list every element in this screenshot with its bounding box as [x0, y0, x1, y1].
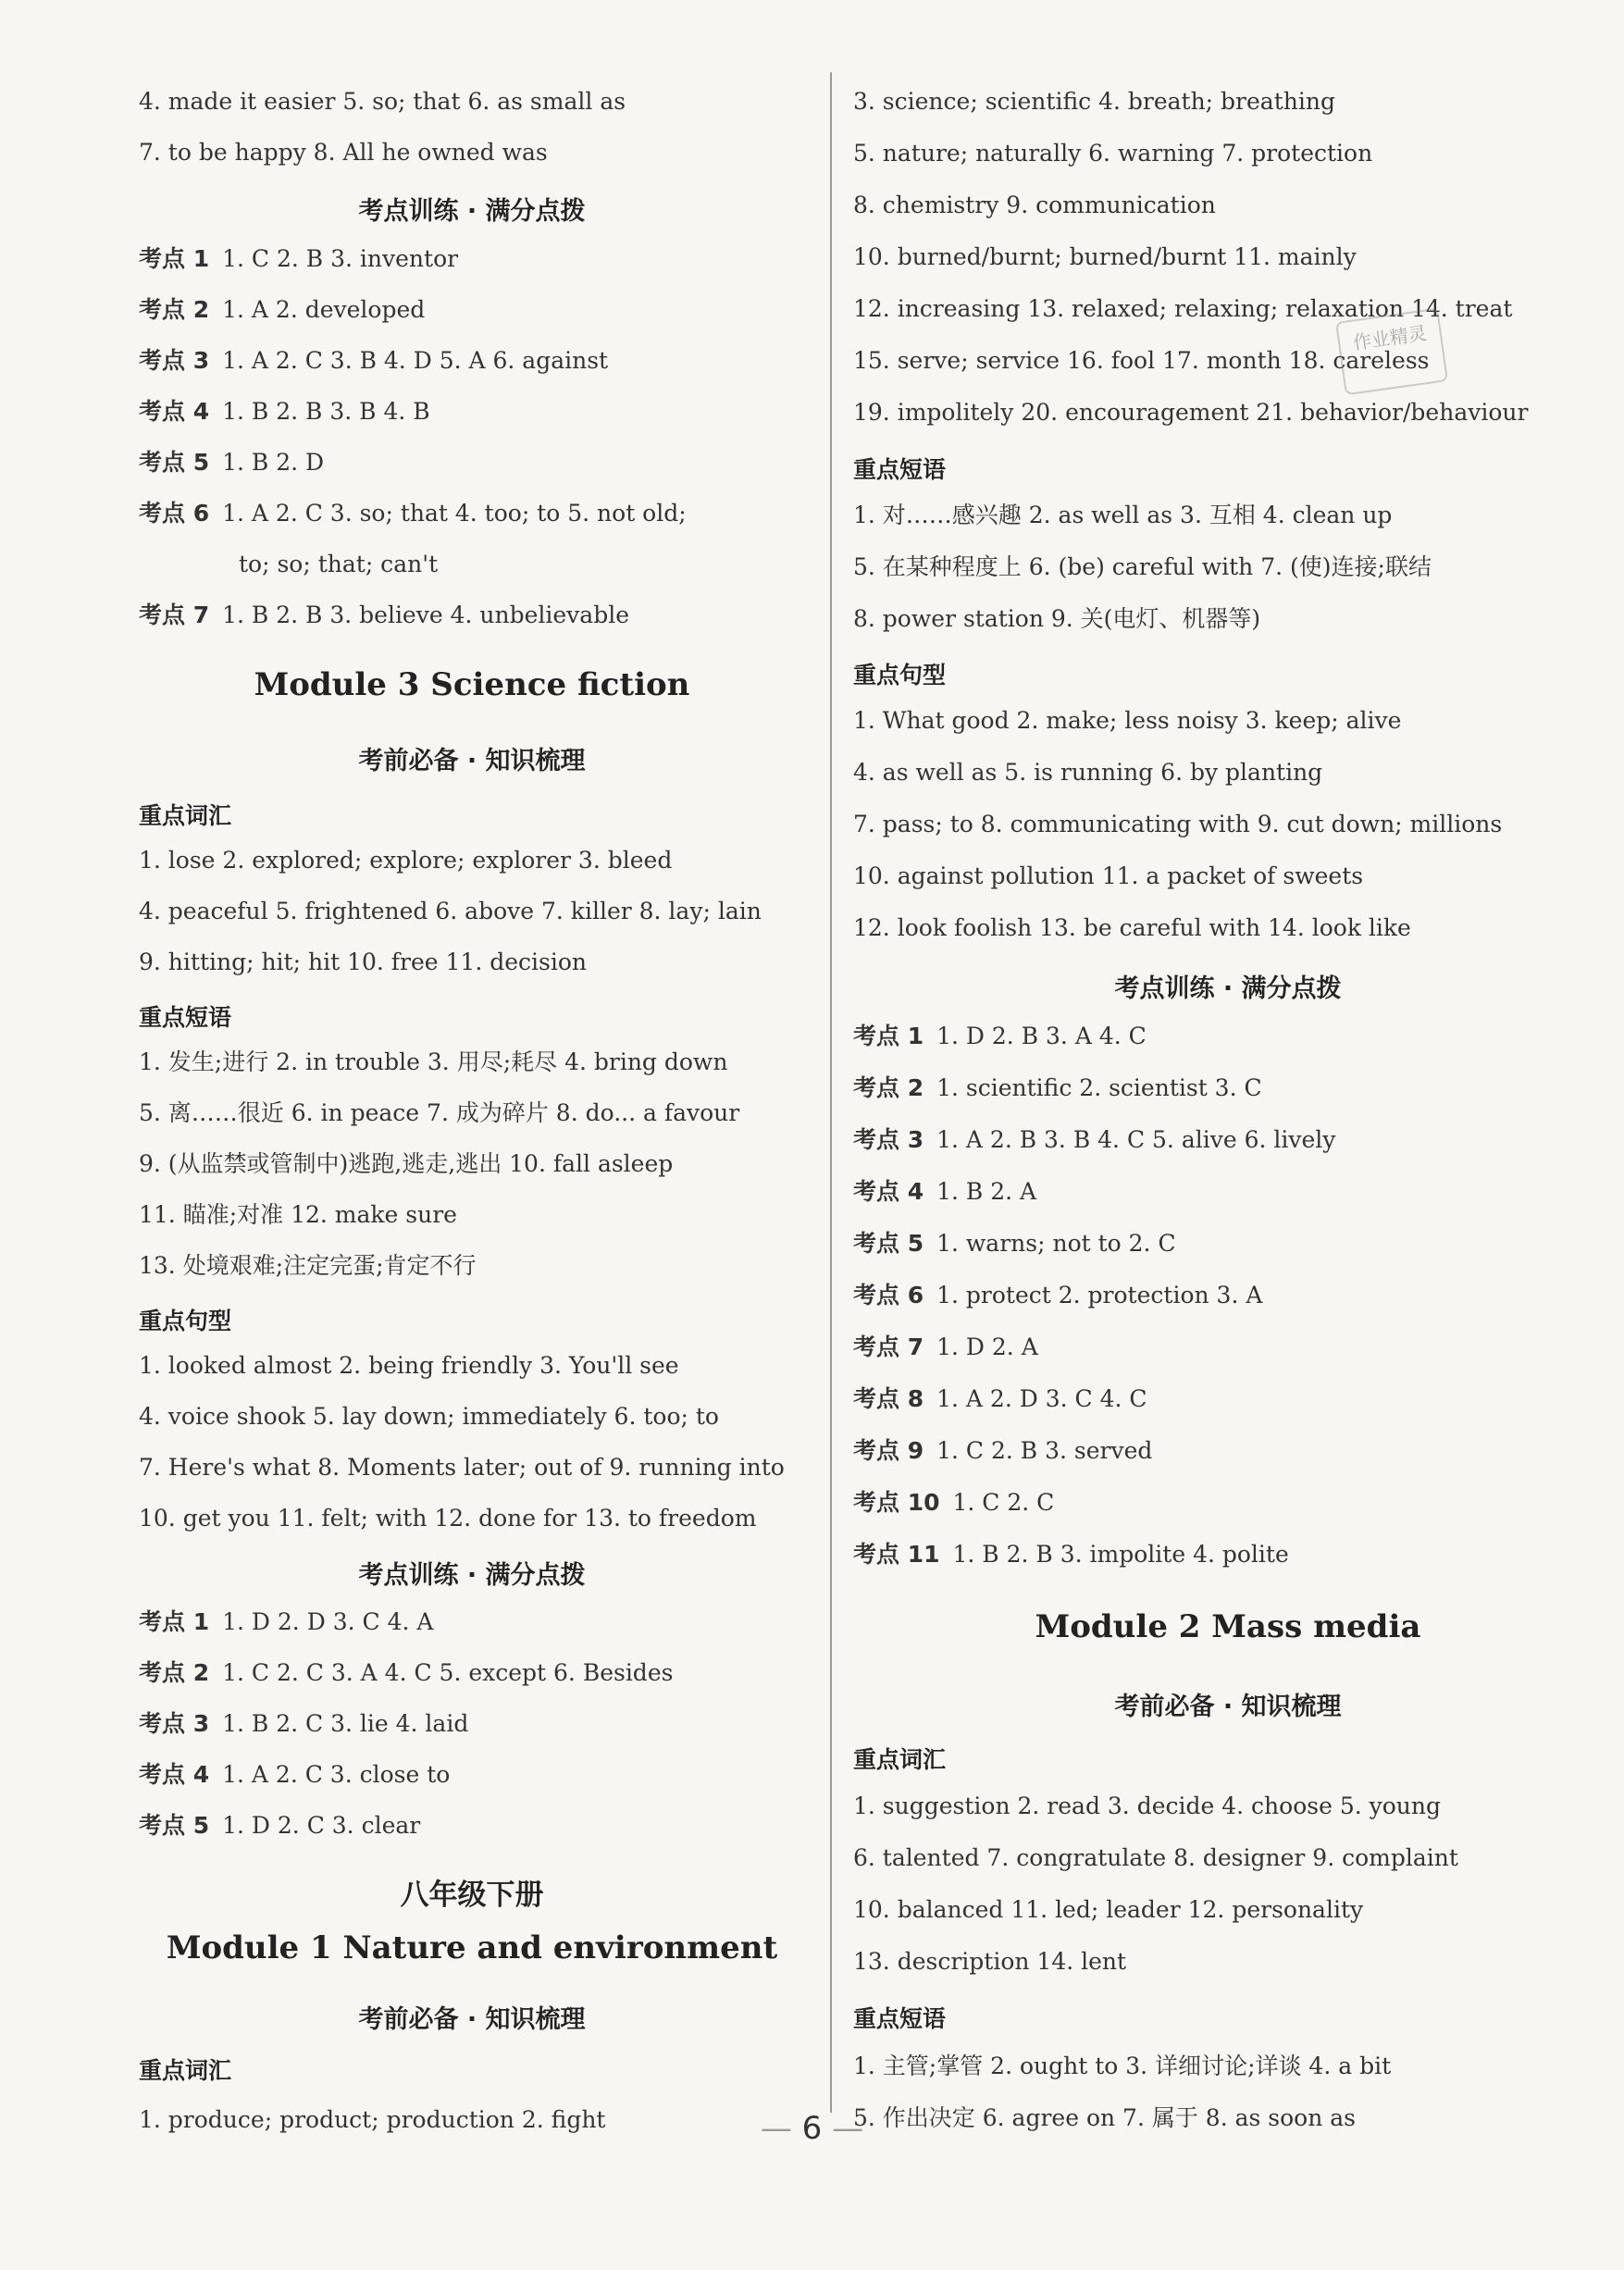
kaodian-label: 考点 3: [853, 1126, 924, 1153]
kaodian-label: 考点 4: [853, 1178, 924, 1205]
section-title: 考点训练 · 满分点拨: [358, 197, 586, 226]
kaodian-row: [139, 245, 458, 273]
answer-line: 4. as well as 5. is running 6. by planting: [853, 759, 1323, 786]
kaodian-answers: 1. A 2. developed: [222, 296, 426, 323]
kaodian-label: 考点 3: [139, 1710, 210, 1737]
grade-title: 八年级下册: [400, 1879, 544, 1912]
answer-line: 1. 对……感兴趣 2. as well as 3. 互相 4. clean up: [853, 502, 1393, 528]
kaodian-row: [853, 1333, 1038, 1361]
answer-line: 4. voice shook 5. lay down; immediately 6. too; to: [139, 1403, 719, 1430]
kaodian-label: 考点 11: [853, 1541, 940, 1568]
answer-line: 10. burned/burnt; burned/burnt 11. mainly: [853, 243, 1357, 270]
kaodian-row: [853, 1178, 1036, 1206]
kaodian-label: 考点 3: [139, 347, 210, 374]
kaodian-row: [853, 1489, 1054, 1517]
kaodian-answers: 1. D 2. B 3. A 4. C: [936, 1023, 1147, 1049]
subsection-heading: 重点短语: [853, 2005, 947, 2032]
page-number: — 6 —: [760, 2110, 864, 2147]
kaodian-answers: 1. B 2. B 3. B 4. B: [222, 398, 430, 425]
kaodian-row: [139, 1812, 420, 1840]
kaodian-row: [853, 1023, 1147, 1050]
section-title: 考前必备 · 知识梳理: [1114, 1693, 1342, 1721]
kaodian-row: [853, 1074, 1262, 1102]
kaodian-label: 考点 4: [139, 398, 210, 425]
kaodian-label: 考点 7: [139, 602, 210, 628]
answer-line: 3. science; scientific 4. breath; breathing: [853, 88, 1335, 115]
kaodian-answers: 1. protect 2. protection 3. A: [936, 1282, 1263, 1309]
kaodian-answers: 1. B 2. D: [222, 449, 325, 476]
section-title: 考前必备 · 知识梳理: [358, 2005, 586, 2034]
kaodian-row: [139, 296, 425, 324]
answer-line: 9. hitting; hit; hit 10. free 11. decision: [139, 949, 587, 975]
kaodian-answers: 1. warns; not to 2. C: [936, 1230, 1176, 1257]
kaodian-row: [139, 500, 687, 527]
kaodian-row: [139, 1761, 450, 1789]
answer-line: 5. nature; naturally 6. warning 7. protection: [853, 140, 1373, 167]
kaodian-answers: 1. B 2. B 3. believe 4. unbelievable: [222, 602, 630, 628]
module-title: Module 1 Nature and environment: [166, 1929, 778, 1966]
kaodian-row: [853, 1541, 1289, 1569]
kaodian-label: 考点 5: [139, 449, 210, 476]
answer-line: 12. increasing 13. relaxed; relaxing; relaxation 14. treat: [853, 295, 1513, 322]
kaodian-answers: 1. D 2. C 3. clear: [222, 1812, 421, 1839]
kaodian-answers: 1. A 2. C 3. close to: [222, 1761, 451, 1788]
kaodian-answers: 1. A 2. D 3. C 4. C: [936, 1385, 1147, 1412]
answer-line: 7. pass; to 8. communicating with 9. cut down; millions: [853, 811, 1503, 837]
answer-line: 8. chemistry 9. communication: [853, 192, 1216, 218]
kaodian-answers: 1. C 2. B 3. served: [936, 1437, 1153, 1464]
kaodian-label: 考点 2: [139, 296, 210, 323]
module-title: Module 3 Science fiction: [254, 666, 690, 703]
kaodian-row: [853, 1230, 1176, 1258]
kaodian-answers: 1. A 2. C 3. B 4. D 5. A 6. against: [222, 347, 609, 374]
kaodian-answers: 1. B 2. B 3. impolite 4. polite: [952, 1541, 1289, 1568]
kaodian-row: [853, 1437, 1152, 1465]
answer-line: 7. to be happy 8. All he owned was: [139, 139, 548, 166]
kaodian-label: 考点 1: [853, 1023, 924, 1049]
kaodian-row: [139, 1608, 433, 1636]
kaodian-row: [139, 1710, 468, 1738]
section-title: 考点训练 · 满分点拨: [358, 1561, 586, 1590]
answer-line: 1. produce; product; production 2. fight: [139, 2106, 606, 2133]
kaodian-answers: 1. B 2. A: [936, 1178, 1037, 1205]
answer-line: 10. balanced 11. led; leader 12. personality: [853, 1896, 1364, 1923]
kaodian-answers: 1. B 2. C 3. lie 4. laid: [222, 1710, 469, 1737]
kaodian-label: 考点 9: [853, 1437, 924, 1464]
watermark-stamp: 作业精灵: [1335, 308, 1448, 396]
kaodian-row: [139, 602, 629, 629]
kaodian-label: 考点 10: [853, 1489, 940, 1516]
kaodian-row: [139, 347, 608, 375]
page-number-value: 6: [801, 2110, 823, 2147]
answer-line: 13. 处境艰难;注定完蛋;肯定不行: [139, 1252, 477, 1279]
kaodian-label: 考点 5: [853, 1230, 924, 1257]
kaodian-answers: 1. C 2. C: [952, 1489, 1055, 1516]
answer-line: 13. description 14. lent: [853, 1948, 1127, 1975]
module-title: Module 2 Mass media: [1035, 1608, 1421, 1645]
kaodian-row: [139, 398, 430, 426]
kaodian-label: 考点 7: [853, 1333, 924, 1360]
answer-line: 12. look foolish 13. be careful with 14. look like: [853, 914, 1411, 941]
answer-line: 1. suggestion 2. read 3. decide 4. choose 5. young: [853, 1792, 1441, 1819]
kaodian-label: 考点 1: [139, 1608, 210, 1635]
subsection-heading: 重点词汇: [139, 802, 232, 829]
kaodian-label: 考点 2: [853, 1074, 924, 1101]
column-divider: [830, 72, 832, 2113]
kaodian-label: 考点 6: [139, 500, 210, 527]
kaodian-row: [139, 449, 324, 477]
kaodian-answers: 1. A 2. C 3. so; that 4. too; to 5. not old;: [222, 500, 687, 527]
answer-line: 7. Here's what 8. Moments later; out of 9. running into: [139, 1454, 785, 1481]
answer-line: 10. get you 11. felt; with 12. done for 13. to freedom: [139, 1505, 757, 1532]
section-title: 考前必备 · 知识梳理: [358, 747, 586, 775]
answer-line: 1. lose 2. explored; explore; explorer 3. bleed: [139, 847, 673, 874]
kaodian-answers: 1. C 2. B 3. inventor: [222, 245, 459, 272]
kaodian-answers: 1. C 2. C 3. A 4. C 5. except 6. Besides: [222, 1659, 674, 1686]
answer-line: 15. serve; service 16. fool 17. month 18. careless: [853, 347, 1430, 374]
answer-line: 9. (从监禁或管制中)逃跑,逃走,逃出 10. fall asleep: [139, 1150, 674, 1177]
subsection-heading: 重点句型: [139, 1308, 232, 1334]
subsection-heading: 重点词汇: [853, 1746, 947, 1773]
answer-line: 1. looked almost 2. being friendly 3. You'll see: [139, 1352, 679, 1379]
kaodian-row: [853, 1385, 1147, 1413]
kaodian-label: 考点 6: [853, 1282, 924, 1309]
kaodian-row: [139, 1659, 673, 1687]
kaodian-answers: 1. D 2. D 3. C 4. A: [222, 1608, 434, 1635]
kaodian-label: 考点 8: [853, 1385, 924, 1412]
answer-line: 4. made it easier 5. so; that 6. as small as: [139, 88, 626, 115]
kaodian-label: 考点 2: [139, 1659, 210, 1686]
answer-line: 1. What good 2. make; less noisy 3. keep; alive: [853, 707, 1402, 734]
kaodian-label: 考点 4: [139, 1761, 210, 1788]
answer-line: 8. power station 9. 关(电灯、机器等): [853, 605, 1261, 632]
answer-line: 19. impolitely 20. encouragement 21. behavior/behaviour: [853, 399, 1529, 426]
answer-line: 6. talented 7. congratulate 8. designer 9. complaint: [853, 1844, 1458, 1871]
kaodian-label: 考点 1: [139, 245, 210, 272]
answer-line: 1. 主管;掌管 2. ought to 3. 详细讨论;详谈 4. a bit: [853, 2053, 1392, 2079]
subsection-heading: 重点词汇: [139, 2057, 232, 2084]
subsection-heading: 重点句型: [853, 662, 947, 688]
kaodian-answers: 1. D 2. A: [936, 1333, 1038, 1360]
subsection-heading: 重点短语: [853, 456, 947, 483]
section-title: 考点训练 · 满分点拨: [1114, 974, 1342, 1003]
kaodian-row: [853, 1126, 1335, 1154]
kaodian-row: [853, 1282, 1262, 1309]
answer-line: 5. 在某种程度上 6. (be) careful with 7. (使)连接;联结: [853, 553, 1432, 580]
kaodian-answers: 1. scientific 2. scientist 3. C: [936, 1074, 1262, 1101]
subsection-heading: 重点短语: [139, 1004, 232, 1031]
answer-line: 10. against pollution 11. a packet of sweets: [853, 862, 1364, 889]
kaodian-continuation: to; so; that; can't: [239, 551, 439, 577]
kaodian-label: 考点 5: [139, 1812, 210, 1839]
answer-line: 1. 发生;进行 2. in trouble 3. 用尽;耗尽 4. bring down: [139, 1048, 728, 1075]
answer-line: 4. peaceful 5. frightened 6. above 7. killer 8. lay; lain: [139, 898, 762, 924]
kaodian-answers: 1. A 2. B 3. B 4. C 5. alive 6. lively: [936, 1126, 1336, 1153]
answer-line: 5. 离……很近 6. in peace 7. 成为碎片 8. do... a favour: [139, 1099, 740, 1126]
answer-line: 11. 瞄准;对准 12. make sure: [139, 1201, 457, 1228]
answer-line: 5. 作出决定 6. agree on 7. 属于 8. as soon as: [853, 2104, 1356, 2131]
